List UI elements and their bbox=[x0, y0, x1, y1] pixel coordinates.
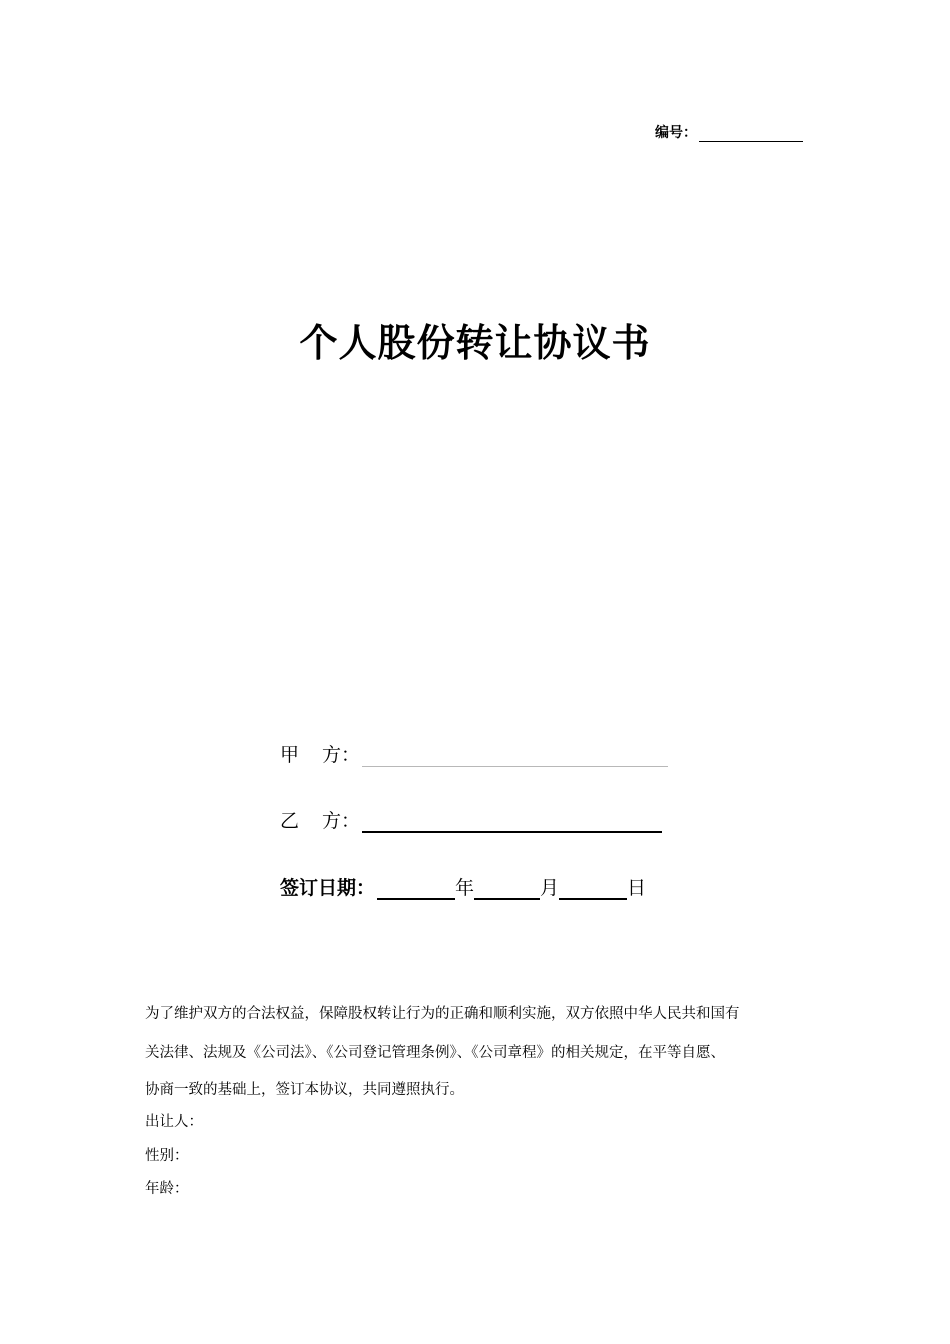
field-age: 年龄： bbox=[145, 1181, 189, 1197]
preamble-line-2: 关法律、法规及《公司法》、《公司登记管理条例》、《公司章程》的相关规定，在平等自愿、 bbox=[145, 1045, 725, 1061]
document-number bbox=[655, 122, 803, 142]
party-a-blank bbox=[362, 746, 668, 767]
document-title: 个人股份转让协议书 bbox=[299, 320, 651, 365]
sign-date-month-unit: 月 bbox=[540, 877, 560, 899]
party-a-label-char1: 甲 bbox=[280, 744, 300, 766]
sign-date-label: 签订日期： bbox=[280, 877, 376, 899]
sign-date-day-blank bbox=[559, 878, 627, 900]
party-a-row bbox=[280, 740, 668, 767]
preamble-line-1: 为了维护双方的合法权益，保障股权转让行为的正确和顺利实施，双方依照中华人民共和国有 bbox=[145, 1006, 740, 1022]
field-transferor: 出让人： bbox=[145, 1114, 203, 1130]
document-number-label: 编号： bbox=[655, 125, 697, 141]
party-a-label-char2: 方： bbox=[322, 744, 361, 766]
party-b-blank bbox=[362, 811, 662, 833]
sign-date-row bbox=[280, 873, 646, 900]
sign-date-year-unit: 年 bbox=[455, 877, 475, 899]
party-b-label-char2: 方： bbox=[322, 810, 361, 832]
preamble-line-3: 协商一致的基础上，签订本协议，共同遵照执行。 bbox=[145, 1082, 464, 1098]
sign-date-day-unit: 日 bbox=[627, 877, 647, 899]
sign-date-year-blank bbox=[377, 878, 455, 900]
party-b-row bbox=[280, 806, 662, 833]
party-b-label-char1: 乙 bbox=[280, 810, 300, 832]
sign-date-month-blank bbox=[474, 878, 540, 900]
document-number-blank bbox=[699, 127, 803, 142]
field-gender: 性别： bbox=[145, 1148, 189, 1164]
